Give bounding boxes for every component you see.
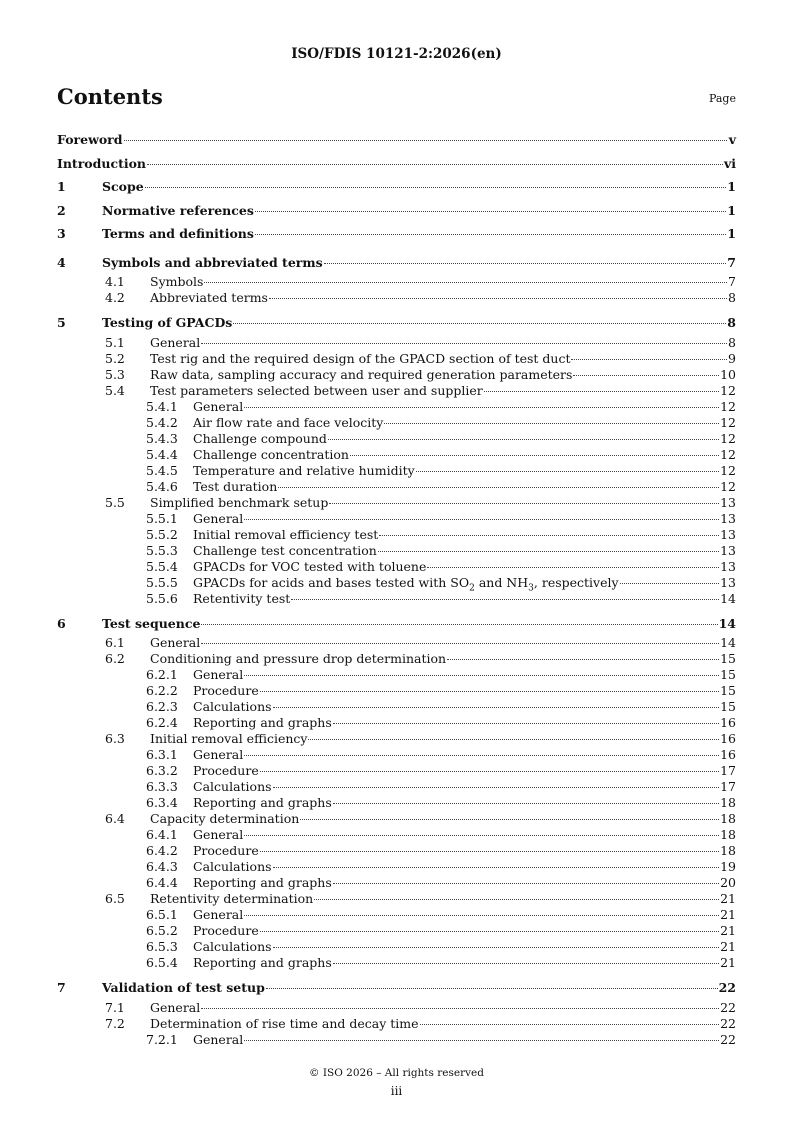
toc-entry[interactable] — [57, 843, 736, 859]
toc-entry-page: 1 — [727, 226, 736, 241]
toc-leader-dots — [260, 931, 719, 932]
toc-entry-page: 8 — [727, 315, 736, 330]
toc-leader-dots — [255, 234, 726, 235]
toc-entry[interactable] — [57, 1016, 736, 1032]
toc-entry-title: Reporting and graphs — [193, 715, 332, 730]
toc-leader-dots — [266, 988, 718, 989]
toc-entry-number: 5.5.5 — [146, 574, 178, 590]
toc-entry-number: 5.4.5 — [146, 462, 178, 478]
toc-entry-title: Challenge concentration — [193, 446, 349, 462]
toc-leader-dots — [333, 723, 719, 724]
toc-entry[interactable] — [57, 128, 736, 152]
toc-entry[interactable] — [57, 527, 736, 543]
toc-leader-dots — [573, 375, 719, 376]
toc-entry-title: Testing of GPACDs — [102, 315, 233, 330]
toc-entry-title: Test sequence — [102, 615, 201, 631]
toc-entry[interactable] — [57, 635, 736, 651]
toc-entry-title: General — [150, 999, 201, 1015]
toc-entry-title: Simplified benchmark setup — [150, 494, 329, 510]
document-header: ISO/FDIS 10121-2:2026(en) — [291, 46, 502, 62]
toc-entry-title: Calculations — [193, 859, 272, 874]
toc-entry-number: 6.5 — [105, 891, 125, 906]
toc-entry-title: Validation of test setup — [102, 980, 265, 995]
toc-entry-number: 5.1 — [105, 334, 125, 350]
toc-entry-number: 5.4 — [105, 382, 125, 398]
toc-entry[interactable] — [57, 1000, 736, 1016]
toc-entry-page: 12 — [720, 430, 736, 446]
toc-entry-page: 13 — [720, 558, 736, 574]
page-number: iii — [390, 1084, 403, 1098]
toc-entry-title: GPACDs for acids and bases tested with $SO_2$ and $NH_3$, respectively — [193, 574, 619, 593]
toc-entry[interactable] — [57, 795, 736, 811]
toc-leader-dots — [255, 211, 726, 212]
toc-leader-dots — [620, 583, 720, 584]
toc-leader-dots — [447, 659, 719, 660]
toc-entry-page: 20 — [720, 875, 736, 890]
toc-leader-dots — [147, 164, 723, 165]
toc-leader-dots — [145, 187, 727, 188]
toc-leader-dots — [384, 423, 719, 424]
toc-entry-page: 12 — [720, 462, 736, 478]
toc-entry-title: Reporting and graphs — [193, 875, 332, 890]
toc-entry[interactable] — [57, 175, 736, 199]
toc-leader-dots — [273, 787, 720, 788]
toc-leader-dots — [300, 819, 719, 820]
toc-entry[interactable] — [57, 251, 736, 275]
toc-entry-title: Conditioning and pressure drop determination — [150, 651, 447, 666]
toc-entry-number: 6 — [57, 615, 66, 631]
toc-entry-title: Procedure — [193, 763, 259, 778]
toc-entry-title: Retentivity determination — [150, 891, 314, 906]
toc-entry-number: 5.3 — [105, 366, 125, 382]
toc-entry-number: 6.2.4 — [146, 715, 178, 730]
toc-leader-dots — [204, 282, 727, 283]
toc-entry-number: 6.3 — [105, 731, 125, 746]
toc-entry-number: 6.2.3 — [146, 699, 178, 714]
toc-leader-dots — [484, 391, 719, 392]
toc-entry-number: 2 — [57, 202, 66, 218]
toc-entry-page: 1 — [727, 179, 736, 194]
toc-entry[interactable] — [57, 543, 736, 559]
toc-entry-title: Determination of rise time and decay time — [150, 1015, 419, 1031]
toc-entry[interactable] — [57, 763, 736, 779]
toc-entry[interactable] — [57, 747, 736, 763]
toc-entry-number: 5.4.4 — [146, 446, 178, 462]
toc-entry[interactable] — [57, 731, 736, 747]
toc-entry-title: General — [193, 667, 244, 682]
toc-entry-title: Calculations — [193, 699, 272, 714]
toc-entry-number: 1 — [57, 179, 66, 194]
toc-leader-dots — [124, 140, 728, 141]
toc-entry-page: 7 — [728, 274, 736, 289]
toc-entry-page: 15 — [720, 651, 736, 666]
toc-leader-dots — [278, 487, 719, 488]
toc-entry-page: 15 — [720, 699, 736, 714]
toc-entry-title: Challenge compound — [193, 430, 327, 446]
toc-entry-page: 22 — [720, 1015, 736, 1031]
toc-entry-page: 14 — [720, 635, 736, 650]
toc-leader-dots — [244, 1040, 719, 1041]
toc-entry-page: 21 — [720, 955, 736, 970]
toc-entry[interactable] — [57, 715, 736, 731]
toc-entry-title: General — [193, 747, 244, 762]
toc-entry-number: 6.5.4 — [146, 955, 178, 970]
toc-entry-number: 6.4.4 — [146, 875, 178, 890]
toc-leader-dots — [333, 803, 719, 804]
toc-entry-number: 3 — [57, 226, 66, 241]
toc-entry-title: Scope — [102, 179, 144, 194]
toc-leader-dots — [201, 624, 717, 625]
toc-entry[interactable] — [57, 152, 736, 176]
toc-entry[interactable] — [57, 651, 736, 667]
toc-entry-number: 5.4.2 — [146, 414, 178, 430]
toc-entry-title: Calculations — [193, 939, 272, 954]
toc-entry-title: Reporting and graphs — [193, 795, 332, 810]
toc-leader-dots — [427, 567, 719, 568]
toc-entry-page: 8 — [728, 334, 736, 350]
toc-entry[interactable] — [57, 811, 736, 827]
toc-entry-title: Challenge test concentration — [193, 542, 377, 558]
toc-entry-title: General — [150, 334, 201, 350]
toc-leader-dots — [201, 343, 727, 344]
toc-entry[interactable] — [57, 699, 736, 715]
toc-entry-page: 13 — [720, 542, 736, 558]
toc-leader-dots — [420, 1024, 720, 1025]
toc-entry-title: Test rig and the required design of the GPACD section of test duct — [150, 350, 571, 366]
toc-entry-number: 6.4.3 — [146, 859, 178, 874]
toc-entry[interactable] — [57, 222, 736, 246]
toc-entry-number: 6.5.1 — [146, 907, 178, 922]
toc-entry[interactable] — [57, 199, 736, 223]
toc-entry[interactable] — [57, 399, 736, 415]
toc-entry-number: 6.4.1 — [146, 827, 178, 842]
toc-entry[interactable] — [57, 463, 736, 479]
toc-entry-page: 21 — [720, 891, 736, 906]
toc-entry-number: 5.2 — [105, 350, 125, 366]
toc-leader-dots — [314, 899, 719, 900]
toc-entry-number: 5.4.1 — [146, 398, 178, 414]
toc-leader-dots — [244, 835, 719, 836]
toc-entry-number: 5.5.2 — [146, 526, 178, 542]
toc-entry[interactable] — [57, 559, 736, 575]
toc-entry-number: 5.4.3 — [146, 430, 178, 446]
toc-entry-number: 6.4.2 — [146, 843, 178, 858]
toc-leader-dots — [273, 867, 720, 868]
contents-title: Contents — [57, 84, 163, 109]
toc-leader-dots — [291, 599, 719, 600]
toc-entry-number: 5.4.6 — [146, 478, 178, 494]
toc-entry-page: 7 — [727, 254, 736, 270]
toc-leader-dots — [244, 675, 719, 676]
toc-entry[interactable] — [57, 859, 736, 875]
toc-entry-number: 5.5.3 — [146, 542, 178, 558]
toc-entry-page: 13 — [720, 526, 736, 542]
toc-entry-page: 17 — [720, 763, 736, 778]
toc-leader-dots — [201, 1008, 719, 1009]
toc-entry-page: 15 — [720, 667, 736, 682]
toc-entry-number: 6.5.3 — [146, 939, 178, 954]
toc-leader-dots — [260, 851, 719, 852]
toc-entry-page: 12 — [720, 382, 736, 398]
toc-entry-page: 18 — [720, 795, 736, 810]
toc-entry-title: Temperature and relative humidity — [193, 462, 415, 478]
toc-leader-dots — [269, 298, 727, 299]
toc-leader-dots — [244, 519, 719, 520]
toc-entry-number: 6.4 — [105, 811, 125, 826]
toc-entry-title: Procedure — [193, 683, 259, 698]
toc-entry-title: Initial removal efficiency test — [193, 526, 379, 542]
toc-entry-number: 6.3.3 — [146, 779, 178, 794]
toc-entry[interactable] — [57, 827, 736, 843]
toc-leader-dots — [260, 771, 719, 772]
toc-entry-title: Abbreviated terms — [150, 290, 268, 305]
toc-entry-title: Retentivity test — [193, 590, 291, 606]
toc-entry[interactable] — [57, 612, 736, 636]
toc-entry-title: Test parameters selected between user and supplier — [150, 382, 483, 398]
toc-leader-dots — [324, 263, 727, 264]
toc-entry-title: GPACDs for VOC tested with toluene — [193, 558, 427, 574]
toc-entry-title: General — [193, 398, 244, 414]
toc-entry[interactable] — [57, 495, 736, 511]
toc-entry-title: General — [150, 635, 201, 650]
toc-entry-title: Capacity determination — [150, 811, 300, 826]
toc-entry[interactable] — [57, 907, 736, 923]
toc-leader-dots — [328, 439, 719, 440]
toc-entry[interactable] — [57, 311, 736, 335]
toc-entry-page: 22 — [720, 1031, 736, 1047]
toc-entry-page: 10 — [720, 366, 736, 382]
toc-entry[interactable] — [57, 779, 736, 795]
toc-entry-number: 4.1 — [105, 274, 125, 289]
toc-entry-title: Initial removal efficiency — [150, 731, 308, 746]
toc-entry-number: 7.2 — [105, 1015, 125, 1031]
toc-entry-page: 16 — [720, 731, 736, 746]
toc-entry[interactable] — [57, 891, 736, 907]
toc-entry-number: 6.3.2 — [146, 763, 178, 778]
toc-leader-dots — [273, 947, 720, 948]
toc-entry-page: 12 — [720, 414, 736, 430]
toc-entry[interactable] — [57, 367, 736, 383]
table-of-contents — [57, 128, 736, 1048]
toc-leader-dots — [244, 755, 719, 756]
toc-entry[interactable] — [57, 335, 736, 351]
toc-entry-number: 5.5.6 — [146, 590, 178, 606]
toc-entry-title: Symbols and abbreviated terms — [102, 254, 323, 270]
toc-leader-dots — [333, 963, 719, 964]
toc-entry[interactable] — [57, 575, 736, 591]
toc-entry-page: 12 — [720, 446, 736, 462]
toc-leader-dots — [273, 707, 720, 708]
toc-leader-dots — [571, 359, 727, 360]
toc-leader-dots — [416, 471, 719, 472]
toc-entry[interactable] — [57, 923, 736, 939]
toc-entry-page: 21 — [720, 907, 736, 922]
toc-entry-title: Procedure — [193, 923, 259, 938]
toc-leader-dots — [260, 691, 719, 692]
toc-entry[interactable] — [57, 939, 736, 955]
toc-entry-title: Terms and definitions — [102, 226, 254, 241]
toc-entry[interactable] — [57, 274, 736, 290]
toc-entry-title: General — [193, 907, 244, 922]
toc-entry[interactable] — [57, 955, 736, 971]
toc-entry-page: 12 — [720, 478, 736, 494]
toc-entry-number: 6.2.1 — [146, 667, 178, 682]
toc-entry-number: 6.2.2 — [146, 683, 178, 698]
copyright-footer: © ISO 2026 – All rights reserved — [309, 1067, 484, 1079]
toc-entry-page: 19 — [720, 859, 736, 874]
toc-entry-page: 16 — [720, 747, 736, 762]
toc-entry-number: 6.1 — [105, 635, 125, 650]
toc-entry-page: v — [728, 132, 736, 147]
toc-leader-dots — [329, 503, 719, 504]
toc-leader-dots — [244, 407, 719, 408]
toc-entry-number: 6.2 — [105, 651, 125, 666]
toc-entry-page: 13 — [720, 494, 736, 510]
toc-entry-title: General — [193, 510, 244, 526]
toc-entry[interactable] — [57, 415, 736, 431]
toc-entry-page: 21 — [720, 923, 736, 938]
toc-entry-title: General — [193, 1031, 244, 1047]
toc-entry[interactable] — [57, 383, 736, 399]
toc-entry-number: 7 — [57, 980, 66, 995]
toc-entry-title: Raw data, sampling accuracy and required generation parameters — [150, 366, 573, 382]
toc-entry-page: 1 — [727, 202, 736, 218]
toc-entry-page: 18 — [720, 827, 736, 842]
toc-entry[interactable] — [57, 447, 736, 463]
toc-leader-dots — [308, 739, 719, 740]
toc-entry-page: 14 — [718, 615, 736, 631]
toc-entry-number: 7.1 — [105, 999, 125, 1015]
page-column-label: Page — [708, 92, 736, 105]
toc-entry-title: Symbols — [150, 274, 204, 289]
toc-entry[interactable] — [57, 667, 736, 683]
toc-entry-title: Calculations — [193, 779, 272, 794]
toc-entry-number: 7.2.1 — [146, 1031, 178, 1047]
toc-entry[interactable] — [57, 511, 736, 527]
toc-entry[interactable] — [57, 351, 736, 367]
toc-entry-title: Test duration — [193, 478, 278, 494]
toc-entry[interactable] — [57, 1032, 736, 1048]
toc-entry-page: 22 — [718, 980, 736, 995]
toc-entry-title: Normative references — [102, 202, 254, 218]
toc-leader-dots — [350, 455, 719, 456]
toc-entry-page: 8 — [728, 290, 736, 305]
toc-entry-page: 18 — [720, 811, 736, 826]
toc-entry-page: 14 — [720, 590, 736, 606]
toc-leader-dots — [333, 883, 719, 884]
toc-entry[interactable] — [57, 683, 736, 699]
toc-entry-number: 5 — [57, 315, 66, 330]
toc-entry-title: Air flow rate and face velocity — [193, 414, 384, 430]
toc-entry-page: 17 — [720, 779, 736, 794]
toc-entry[interactable] — [57, 479, 736, 495]
toc-leader-dots — [379, 535, 719, 536]
toc-entry[interactable] — [57, 290, 736, 306]
toc-entry-number: 6.5.2 — [146, 923, 178, 938]
toc-entry-title: Introduction — [57, 155, 147, 171]
toc-entry-number: 5.5 — [105, 494, 125, 510]
toc-entry-title: Reporting and graphs — [193, 955, 332, 970]
toc-entry-title: Procedure — [193, 843, 259, 858]
toc-entry-number: 5.5.1 — [146, 510, 178, 526]
toc-entry[interactable] — [57, 976, 736, 1000]
toc-entry-page: 13 — [720, 574, 736, 590]
toc-entry-number: 6.3.1 — [146, 747, 178, 762]
toc-leader-dots — [201, 643, 719, 644]
toc-entry[interactable] — [57, 875, 736, 891]
toc-entry-page: 21 — [720, 939, 736, 954]
toc-entry-page: 9 — [728, 350, 736, 366]
toc-entry-number: 4 — [57, 254, 66, 270]
toc-entry[interactable] — [57, 431, 736, 447]
toc-entry-number: 6.3.4 — [146, 795, 178, 810]
toc-entry-number: 5.5.4 — [146, 558, 178, 574]
toc-entry-number: 4.2 — [105, 290, 125, 305]
toc-leader-dots — [244, 915, 719, 916]
toc-entry-page: 16 — [720, 715, 736, 730]
toc-leader-dots — [378, 551, 719, 552]
toc-entry-page: 13 — [720, 510, 736, 526]
toc-entry-page: vi — [723, 155, 736, 171]
toc-entry-page: 15 — [720, 683, 736, 698]
toc-entry-title: General — [193, 827, 244, 842]
toc-entry-title: Foreword — [57, 132, 123, 147]
toc-entry-page: 12 — [720, 398, 736, 414]
toc-leader-dots — [233, 323, 726, 324]
toc-entry-page: 18 — [720, 843, 736, 858]
toc-entry-page: 22 — [720, 999, 736, 1015]
